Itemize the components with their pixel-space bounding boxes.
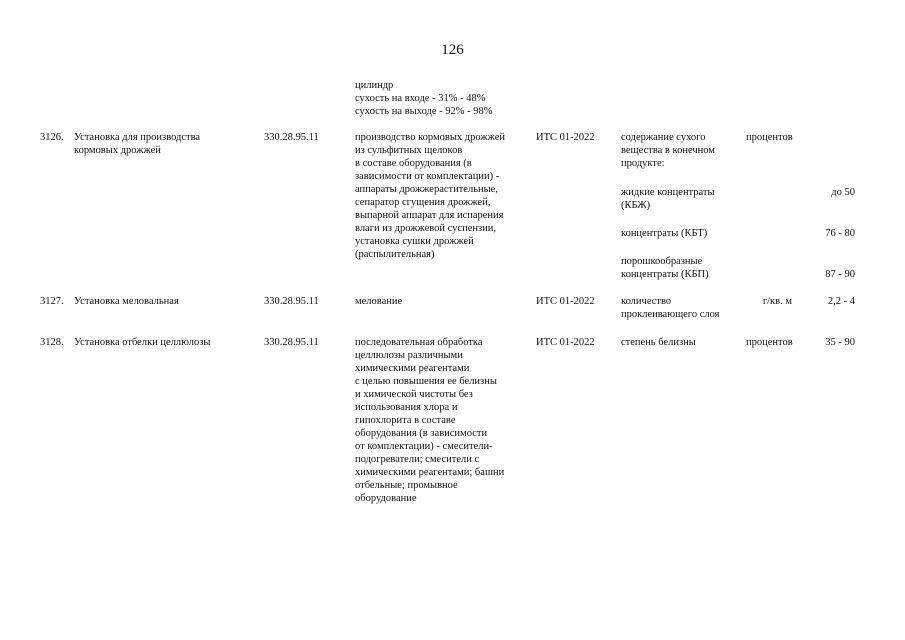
sub-item-value: 76 - 80: [825, 228, 855, 239]
parameter-unit: г/кв. м: [762, 296, 792, 307]
okpd-code: 330.28.95.11: [264, 337, 319, 348]
parameter-name: степень белизны: [621, 337, 696, 348]
sub-item-value: 87 - 90: [825, 269, 855, 280]
equipment-description: последовательная обработка целлюлозы различными химическими реагентами с целью повышения ее белизны и химической чистоты без использования хлора и гипохлорита в составе оборудования (в зависимости от комплектации) - смесители- подогреватели; смесители с химическими реагентами; башни отбельные; промывное оборудование: [355, 337, 505, 504]
its-reference: ИТС 01-2022: [536, 132, 595, 143]
page-number: 126: [441, 42, 464, 58]
sub-item-label: жидкие концентраты (КБЖ): [621, 187, 715, 211]
its-reference: ИТС 01-2022: [536, 296, 595, 307]
sub-item-value: до 50: [831, 187, 855, 198]
okpd-code: 330.28.95.11: [264, 132, 319, 143]
equipment-description: производство кормовых дрожжей из сульфитных щелоков в составе оборудования (в зависимости от комплектации) - аппараты дрожжерастительные, сепаратор сгущения дрожжей, выпарной аппарат для испарения влаги из дрожжевой суспензии, установка сушки дрожжей (распылительная): [355, 132, 505, 260]
equipment-name: Установка для производства кормовых дрожжей: [74, 132, 201, 156]
parameter-name: количество проклеивающего слоя: [621, 296, 720, 320]
equipment-name: Установка меловальная: [74, 296, 179, 307]
parameter-name: содержание сухого вещества в конечном продукте:: [621, 132, 715, 169]
row-number: 3128.: [40, 337, 64, 348]
row-number: 3126.: [40, 132, 64, 143]
sub-item-label: порошкообразные концентраты (КБП): [621, 256, 709, 280]
continuation-description: цилиндр сухость на входе - 31% - 48% сухость на выходе - 92% - 98%: [355, 80, 493, 117]
sub-item-label: концентраты (КБТ): [621, 228, 708, 239]
parameter-value: 2,2 - 4: [827, 296, 855, 307]
equipment-description: мелование: [355, 296, 403, 307]
parameter-value: 35 - 90: [825, 337, 855, 348]
parameter-unit: процентов: [746, 337, 793, 348]
parameter-unit: процентов: [746, 132, 793, 143]
equipment-name: Установка отбелки целлюлозы: [74, 337, 211, 348]
its-reference: ИТС 01-2022: [536, 337, 595, 348]
row-number: 3127.: [40, 296, 64, 307]
okpd-code: 330.28.95.11: [264, 296, 319, 307]
